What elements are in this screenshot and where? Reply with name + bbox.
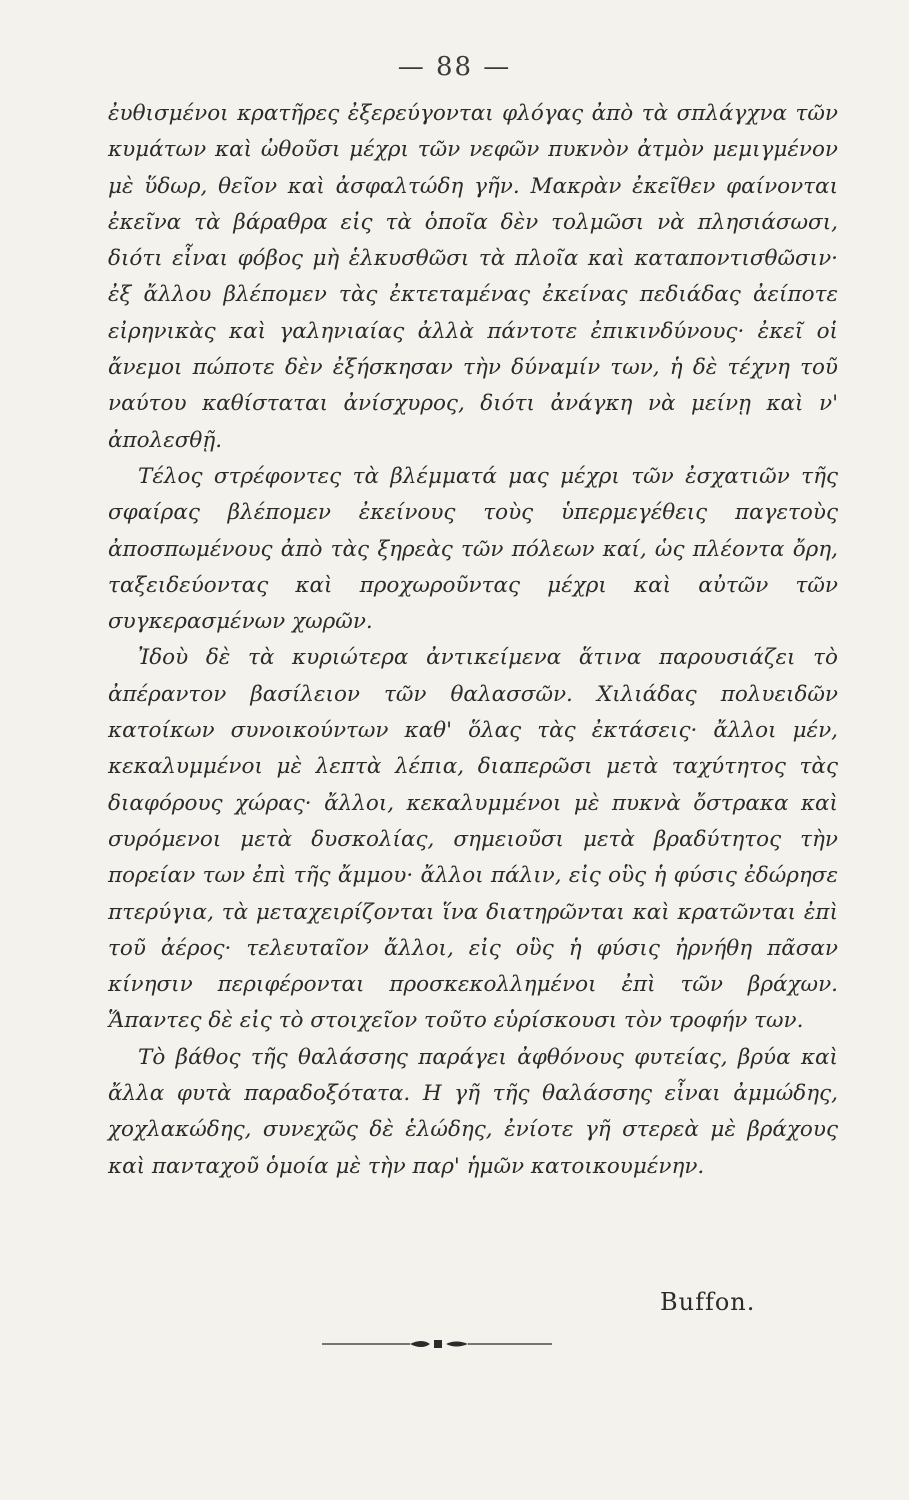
paragraph-3: Ἰδοὺ δὲ τὰ κυριώτερα ἀντικείμενα ἅτινα παρουσιάζει τὸ ἀπέραντον βασίλειον τῶν θαλασσῶν. Χιλιάδας πολυειδῶν κατοίκων συνοικούντων καθ' ὅλας τὰς ἐκτάσεις· ἄλλοι μέν, κεκαλυμμένοι μὲ λεπτὰ λέπια, διαπερῶσι μετὰ ταχύτητος τὰς διαφόρους χώρας· ἄλλοι, κεκαλυμμένοι μὲ πυκνὰ ὄστρακα καὶ συρόμενοι μετὰ δυσκολίας, σημειοῦσι μετὰ βραδύτητος τὴν πορείαν των ἐπὶ τῆς ἄμμου· ἄλλοι πάλιν, εἰς οὓς ἡ φύσις ἐδώρησε πτερύγια, τὰ μεταχειρίζονται ἵνα διατηρῶνται καὶ κρατῶνται ἐπὶ τοῦ ἀέρος· τελευταῖον ἄλλοι, εἰς οὓς ἡ φύσις ἠρνήθη πᾶσαν κίνησιν περιφέρονται προσκεκολλημένοι ἐπὶ τῶν βράχων. Ἅπαντες δὲ εἰς τὸ στοιχεῖον τοῦτο εὑρίσκουσι τὸν τροφήν των. — [108, 645, 838, 1034]
page-number: — 88 — — [397, 52, 512, 82]
paragraph-1: ἐυθισμένοι κρατῆρες ἐξερεύγονται φλόγας ἀπὸ τὰ σπλάγχνα τῶν κυμάτων καὶ ὠθοῦσι μέχρι τῶν νεφῶν πυκνὸν ἀτμὸν μεμιγμένον μὲ ὕδωρ, θεῖον καὶ ἀσφαλτώδη γῆν. Μακρὰν ἐκεῖθεν φαίνονται ἐκεῖνα τὰ βάραθρα εἰς τὰ ὁποῖα δὲν τολμῶσι νὰ πλησιάσωσι, διότι εἶναι φόβος μὴ ἑλκυσθῶσι τὰ πλοῖα καὶ καταποντισθῶσιν· ἐξ ἄλλου βλέπομεν τὰς ἐκτεταμένας ἐκείνας πεδιάδας ἀείποτε εἰρηνικὰς καὶ γαληνιαίας ἀλλὰ πάντοτε ἐπικινδύνους· ἐκεῖ οἱ ἄνεμοι πώποτε δὲν ἐξήσκησαν τὴν δύναμίν των, ἡ δὲ τέχνη τοῦ ναύτου καθίσταται ἀνίσχυρος, διότι ἀνάγκη νὰ μείνῃ καὶ ν' ἀπολεσθῇ. — [108, 101, 838, 453]
author-signature: Buffon. — [660, 1288, 756, 1316]
paragraph-4: Τὸ βάθος τῆς θαλάσσης παράγει ἀφθόνους φυτείας, βρύα καὶ ἄλλα φυτὰ παραδοξότατα. Η γῆ τῆς θαλάσσης εἶναι ἀμμώδης, χοχλακώδης, συνεχῶς δὲ ἑλώδης, ἐνίοτε γῆ στερεὰ μὲ βράχους καὶ πανταχοῦ ὁμοία μὲ τὴν παρ' ἡμῶν κατοικουμένην. — [108, 1044, 838, 1179]
ornament-divider-icon — [322, 1337, 552, 1351]
paragraph-2: Τέλος στρέφοντες τὰ βλέμματά μας μέχρι τῶν ἐσχατιῶν τῆς σφαίρας βλέπομεν ἐκείνους τοὺς ὑπερμεγέθεις παγετοὺς ἀποσπωμένους ἀπὸ τὰς ξηρεὰς τῶν πόλεων καί, ὡς πλέοντα ὄρη, ταξειδεύοντας καὶ προχωροῦντας μέχρι καὶ αὐτῶν τῶν συγκερασμένων χωρῶν. — [108, 463, 838, 635]
body-text — [108, 96, 838, 1185]
